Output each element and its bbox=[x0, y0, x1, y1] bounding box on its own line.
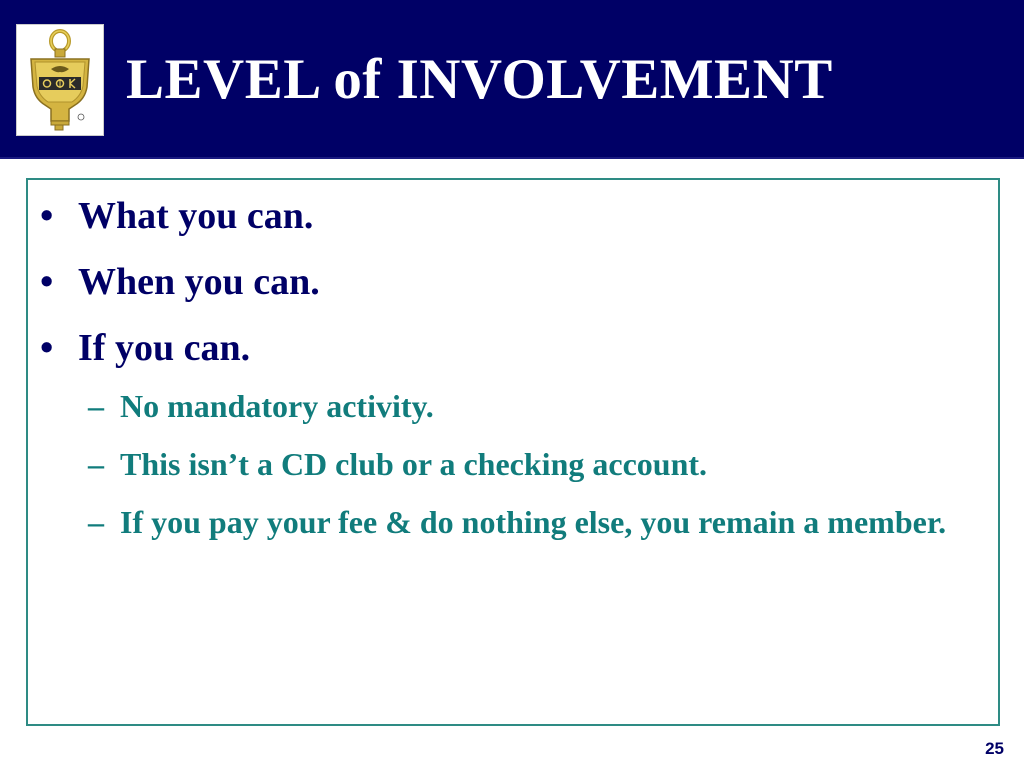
sub-bullet-marker: – bbox=[88, 446, 104, 482]
sub-bullet-text: No mandatory activity. bbox=[120, 388, 434, 424]
sub-bullet-text: This isn’t a CD club or a checking account. bbox=[120, 446, 708, 482]
key-emblem-icon bbox=[17, 25, 103, 135]
sub-bullet-item bbox=[26, 502, 1000, 542]
logo bbox=[16, 24, 104, 136]
slide-header bbox=[0, 0, 1024, 159]
bullet-text: When you can. bbox=[78, 261, 320, 303]
page-number: 25 bbox=[985, 739, 1004, 758]
sub-bullet-container bbox=[26, 386, 1000, 560]
bullet-item bbox=[28, 194, 998, 238]
bullet-item bbox=[28, 326, 998, 370]
bullet-marker: • bbox=[40, 327, 54, 369]
sub-bullet-text: If you pay your fee & do nothing else, you remain a member. bbox=[120, 504, 947, 540]
bullet-marker: • bbox=[40, 261, 54, 303]
sub-bullet-list bbox=[26, 386, 1000, 542]
sub-bullet-item bbox=[26, 386, 1000, 426]
bullet-item bbox=[28, 260, 998, 304]
bullet-marker: • bbox=[40, 195, 54, 237]
sub-bullet-marker: – bbox=[88, 504, 104, 540]
bullet-text: What you can. bbox=[78, 195, 314, 237]
sub-bullet-marker: – bbox=[88, 388, 104, 424]
sub-bullet-item bbox=[26, 444, 1000, 484]
slide-title: LEVEL of INVOLVEMENT bbox=[126, 48, 833, 111]
bullet-list bbox=[28, 180, 998, 392]
bullet-text: If you can. bbox=[78, 327, 251, 369]
